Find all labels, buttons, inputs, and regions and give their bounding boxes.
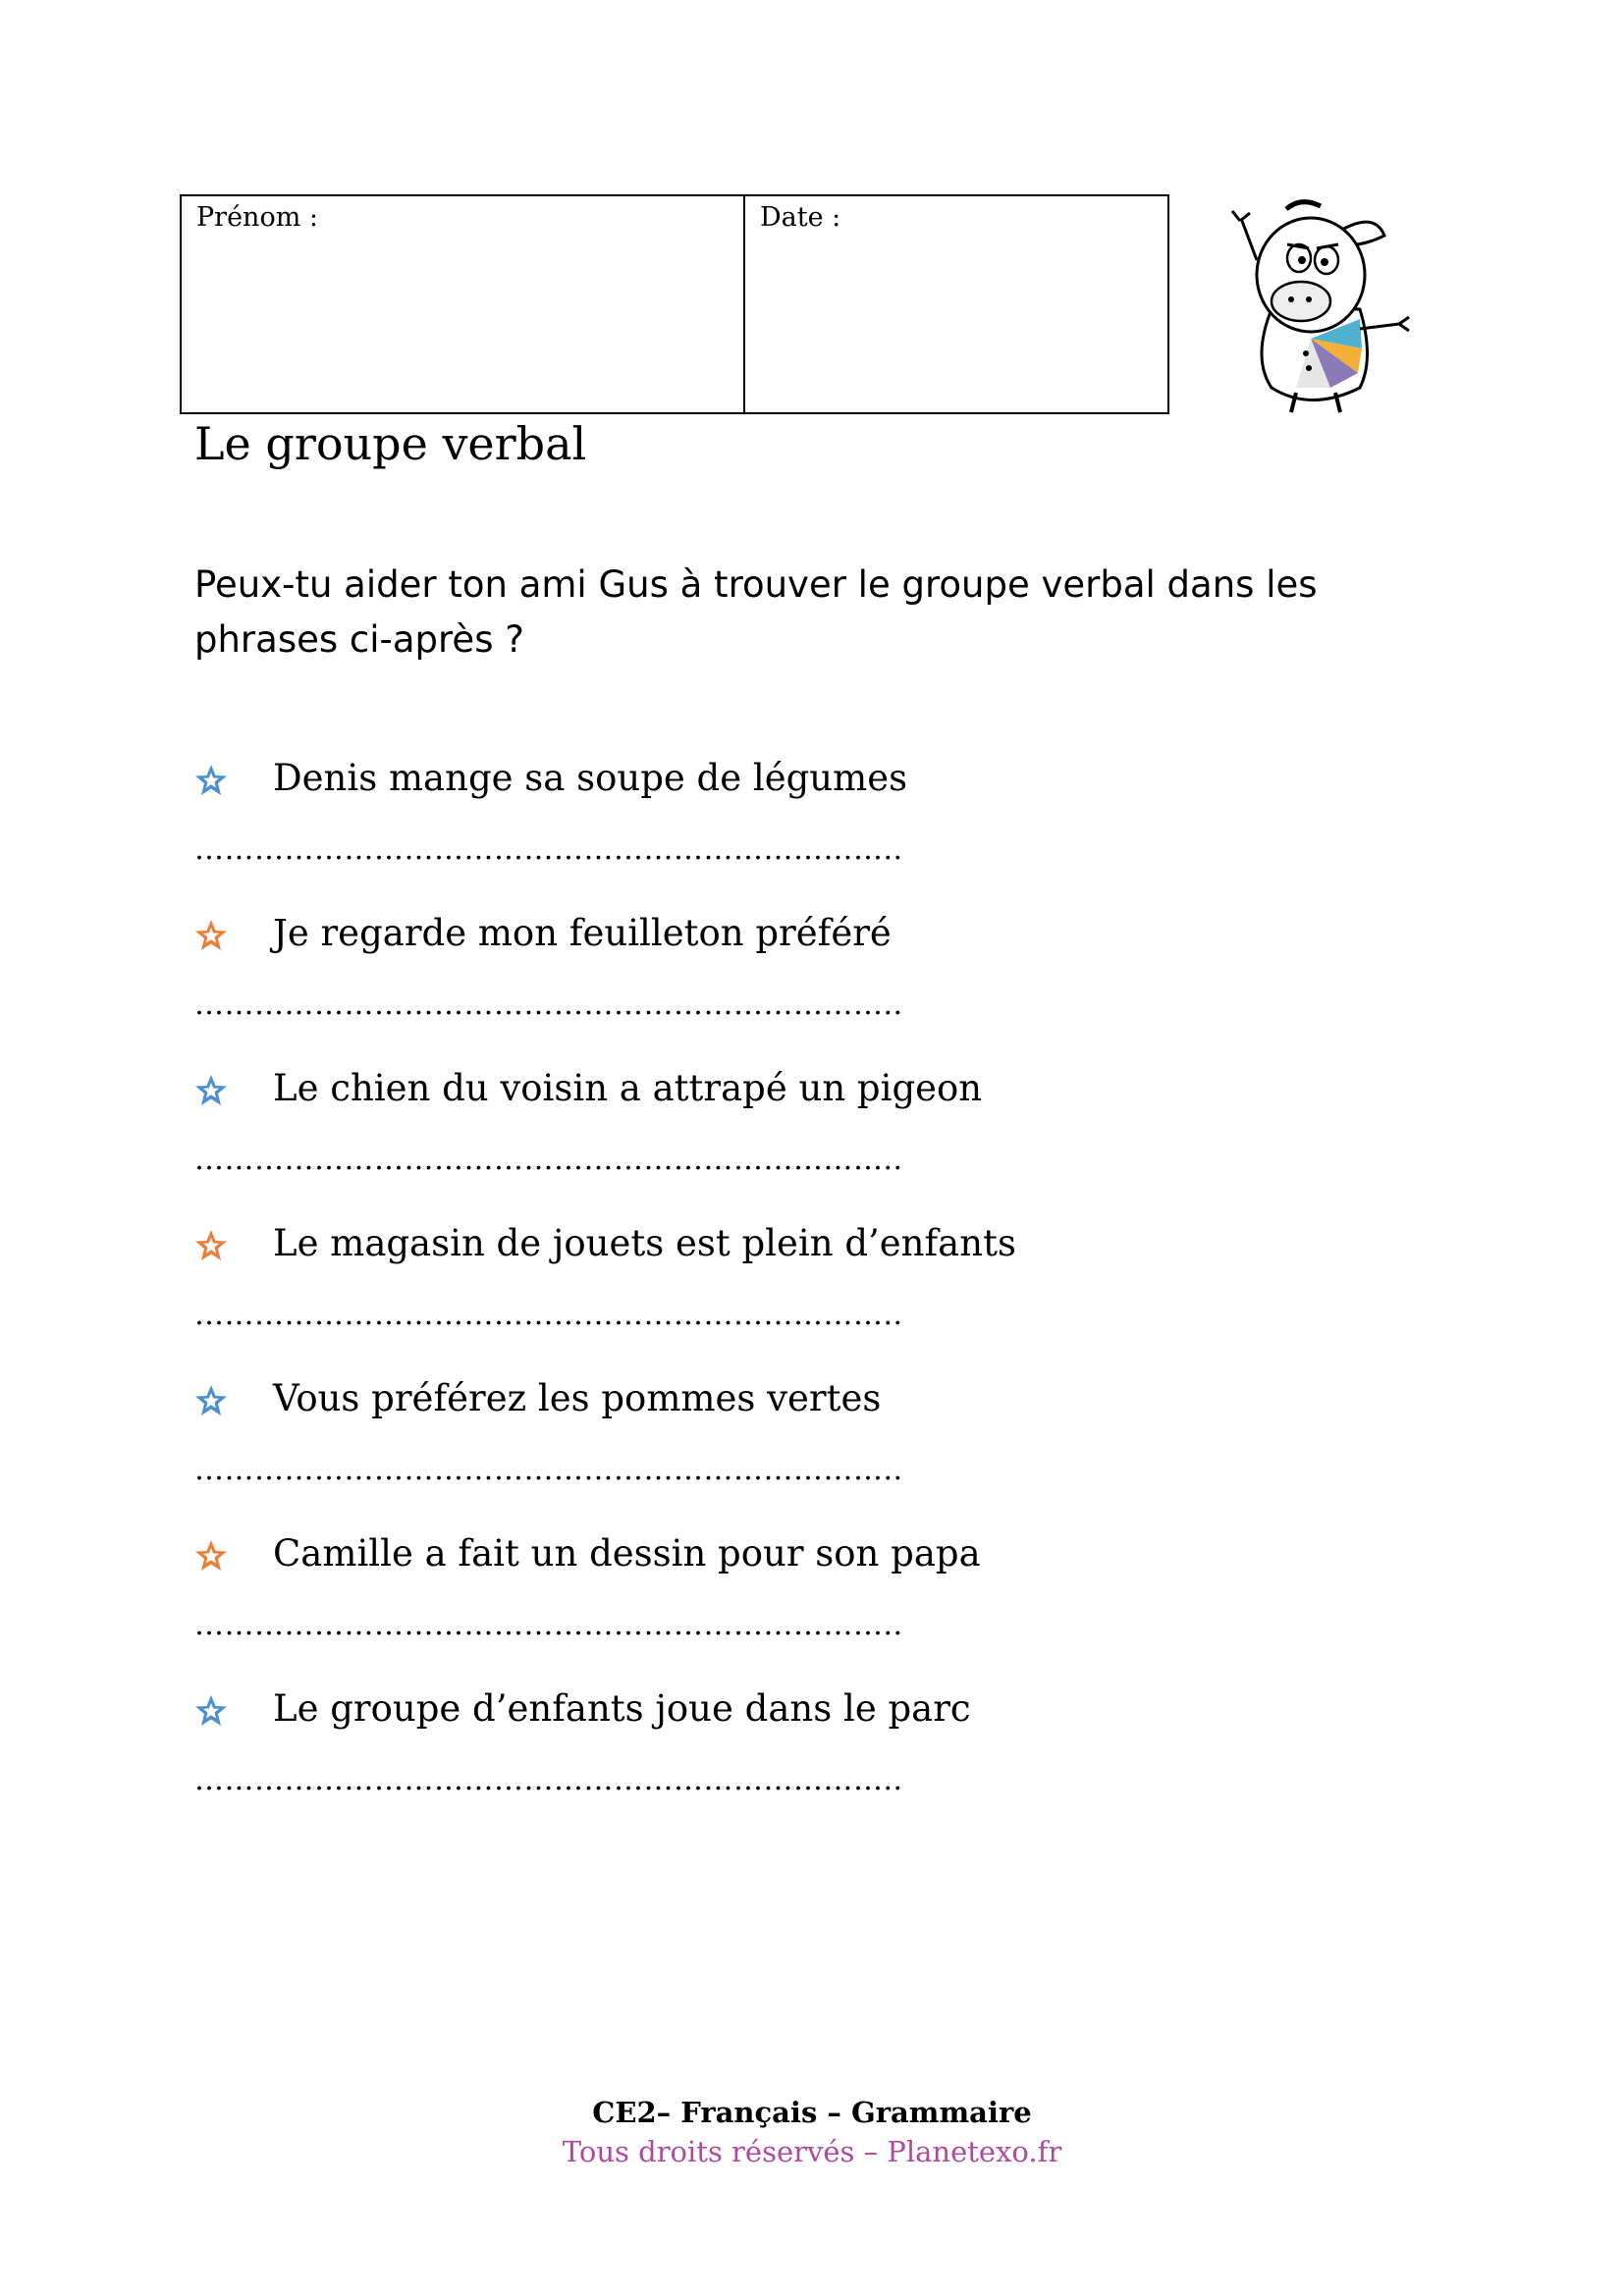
exercise-item — [194, 1529, 1078, 1684]
answer-line[interactable]: …………………………………………………………….. — [194, 988, 903, 1022]
answer-line[interactable]: …………………………………………………………….. — [194, 1298, 903, 1332]
exercise-item — [194, 1219, 1078, 1374]
star-bullet-icon — [194, 1384, 228, 1417]
answer-line[interactable]: …………………………………………………………….. — [194, 1453, 903, 1487]
exercise-sentence: Denis mange sa soupe de légumes — [273, 757, 908, 799]
student-info-box — [180, 194, 1169, 414]
answer-line[interactable]: …………………………………………………………….. — [194, 1143, 903, 1177]
exercise-item — [194, 909, 1078, 1064]
star-bullet-icon — [194, 1694, 228, 1728]
exercise-item — [194, 1064, 1078, 1219]
exercise-list — [194, 754, 1078, 1840]
name-field[interactable] — [182, 196, 745, 412]
exercise-sentence: Camille a fait un dessin pour son papa — [273, 1532, 981, 1575]
worksheet-title: Le groupe verbal — [194, 417, 587, 470]
instruction-text: Peux-tu aider ton ami Gus à trouver le groupe verbal dans les phrases ci-après ? — [194, 563, 1318, 661]
exercise-sentence: Le groupe d’enfants joue dans le parc — [273, 1687, 971, 1730]
star-bullet-icon — [194, 1229, 228, 1262]
exercise-item — [194, 754, 1078, 909]
date-label: Date : — [760, 202, 841, 233]
name-label: Prénom : — [196, 202, 318, 233]
exercise-item — [194, 1684, 1078, 1840]
exercise-sentence: Le magasin de jouets est plein d’enfants — [273, 1222, 1016, 1264]
course-label: CE2– Français – Grammaire — [592, 2096, 1032, 2129]
answer-line[interactable]: …………………………………………………………….. — [194, 1608, 903, 1642]
exercise-item — [194, 1374, 1078, 1529]
star-bullet-icon — [194, 764, 228, 797]
star-bullet-icon — [194, 1539, 228, 1573]
date-field[interactable] — [745, 196, 1167, 412]
answer-line[interactable]: …………………………………………………………….. — [194, 832, 903, 867]
exercise-sentence: Je regarde mon feuilleton préféré — [273, 912, 892, 954]
exercise-sentence: Vous préférez les pommes vertes — [273, 1377, 882, 1419]
copyright-text: Tous droits réservés – Planetexo.fr — [562, 2135, 1062, 2168]
star-bullet-icon — [194, 919, 228, 952]
answer-line[interactable]: …………………………………………………………….. — [194, 1763, 903, 1797]
star-bullet-icon — [194, 1074, 228, 1107]
gus-mascot-illustration — [1203, 191, 1419, 417]
exercise-sentence: Le chien du voisin a attrapé un pigeon — [273, 1067, 983, 1109]
